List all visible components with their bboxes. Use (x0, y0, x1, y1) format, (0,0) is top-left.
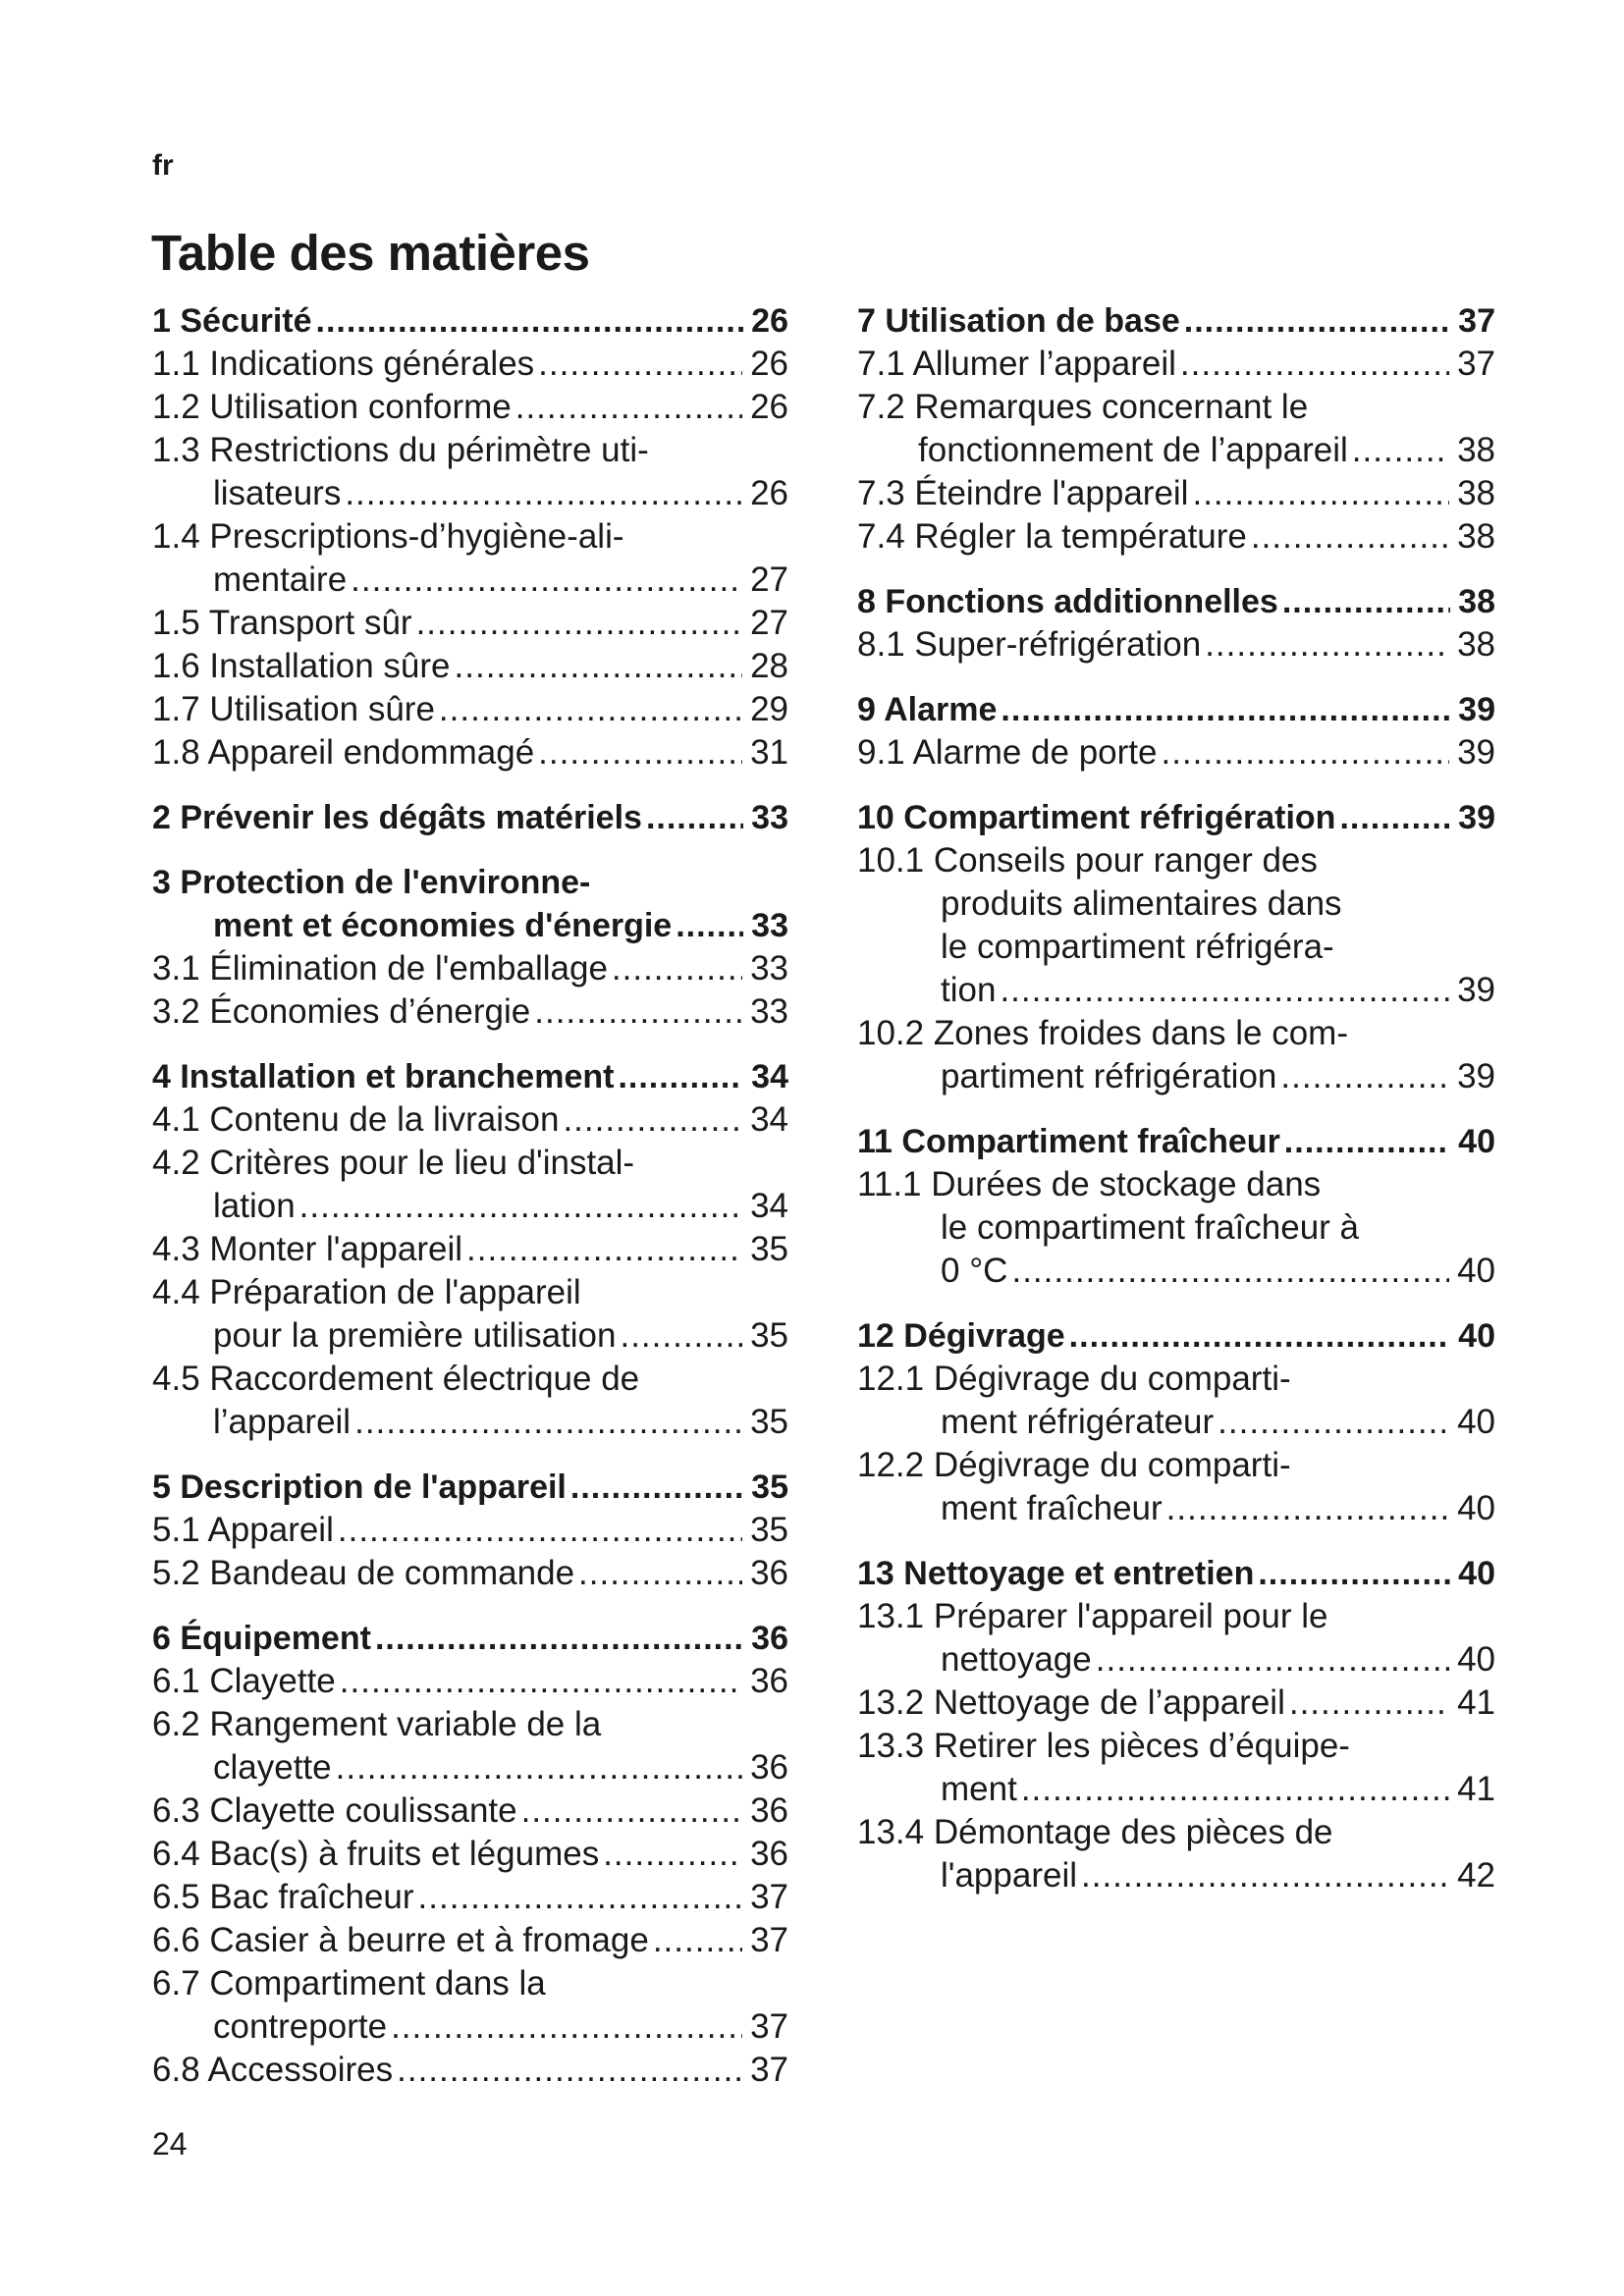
dot-leader (515, 386, 742, 429)
toc-section (152, 796, 788, 839)
toc-page-number: 42 (1457, 1856, 1495, 1895)
toc-entry-continuation[interactable] (152, 1746, 788, 1789)
toc-chapter-heading[interactable] (152, 861, 788, 904)
dot-leader (1258, 1552, 1450, 1595)
toc-page-number: 37 (750, 1878, 788, 1916)
toc-entry-text: 8 Fonctions additionnelles (857, 583, 1278, 620)
toc-entry-text: mentaire (213, 561, 348, 599)
dot-leader (1192, 472, 1449, 515)
toc-page-number: 34 (751, 1058, 788, 1095)
toc-entry-text: l’appareil (213, 1403, 352, 1441)
toc-column-left (152, 299, 788, 2113)
toc-entry-text: 6.8 Accessoires (152, 2051, 394, 2089)
toc-entry-continuation[interactable] (857, 1487, 1495, 1530)
dot-leader (316, 299, 744, 343)
toc-page-number: 26 (750, 474, 788, 512)
dot-leader (1096, 1638, 1449, 1682)
dot-leader (1184, 299, 1450, 343)
toc-page-number: 38 (1457, 431, 1495, 469)
toc-section (857, 1314, 1495, 1530)
toc-entry-text: 1 Sécurité (152, 302, 312, 340)
toc-subsection-entry[interactable] (857, 1163, 1495, 1206)
toc-page-number: 40 (1458, 1555, 1495, 1592)
toc-page-number: 29 (750, 690, 788, 728)
toc-subsection-entry[interactable] (857, 623, 1495, 667)
toc-chapter-heading[interactable] (857, 1120, 1495, 1163)
dot-leader (578, 1552, 742, 1595)
toc-subsection-entry[interactable] (857, 515, 1495, 559)
dot-leader (653, 1919, 742, 1962)
toc-entry-text: partiment réfrigération (941, 1057, 1277, 1095)
toc-subsection-entry[interactable] (152, 343, 788, 386)
toc-subsection-entry[interactable] (857, 386, 1495, 429)
toc-page-number: 26 (750, 388, 788, 426)
toc-entry-text: 0 °C (941, 1252, 1008, 1290)
toc-page-number: 40 (1457, 1489, 1495, 1527)
toc-entry-text: 3.2 Économies d’énergie (152, 992, 531, 1031)
toc-page-number: 35 (750, 1511, 788, 1549)
toc-entry-text: ment réfrigérateur (941, 1403, 1215, 1441)
dot-leader (1011, 1250, 1449, 1293)
toc-section (152, 861, 788, 1034)
toc-page-number: 40 (1457, 1252, 1495, 1290)
toc-entry-continuation[interactable] (857, 882, 1495, 926)
toc-entry-text: 11.1 Durées de stockage dans (857, 1165, 1322, 1203)
dot-leader (538, 343, 742, 386)
toc-entry-continuation[interactable] (857, 1638, 1495, 1682)
toc-section (152, 299, 788, 774)
page-title: Table des matières (151, 225, 590, 281)
toc-section (857, 299, 1495, 559)
toc-subsection-entry[interactable] (152, 602, 788, 645)
dot-leader (1339, 796, 1450, 839)
toc-chapter-heading[interactable] (857, 1552, 1495, 1595)
toc-subsection-entry[interactable] (152, 731, 788, 774)
toc-entry-text: 1.4 Prescriptions-d’hygiène-ali- (152, 517, 624, 556)
toc-chapter-heading[interactable] (857, 580, 1495, 623)
toc-chapter-heading[interactable] (152, 796, 788, 839)
toc-subsection-entry[interactable] (152, 688, 788, 731)
toc-entry-text: 1.2 Utilisation conforme (152, 388, 512, 426)
toc-entry-text: l'appareil (941, 1856, 1077, 1895)
toc-entry-continuation[interactable] (857, 1055, 1495, 1098)
dot-leader (340, 1660, 742, 1703)
dot-leader (618, 1055, 743, 1098)
toc-entry-text: 6.2 Rangement variable de la (152, 1705, 602, 1743)
toc-subsection-entry[interactable] (152, 1552, 788, 1595)
dot-leader (1000, 969, 1449, 1012)
toc-entry-text: 6.5 Bac fraîcheur (152, 1878, 414, 1916)
toc-entry-continuation[interactable] (857, 1768, 1495, 1811)
toc-entry-text: 7.2 Remarques concernant le (857, 388, 1309, 426)
toc-page-number: 35 (750, 1230, 788, 1268)
dot-leader (418, 1876, 743, 1919)
dot-leader (1161, 731, 1449, 774)
toc-chapter-heading[interactable] (152, 1466, 788, 1509)
toc-entry-text: pour la première utilisation (213, 1316, 617, 1355)
dot-leader (570, 1466, 743, 1509)
toc-page-number: 33 (750, 992, 788, 1031)
toc-entry-text: 6 Équipement (152, 1620, 371, 1657)
toc-page-number: 35 (751, 1468, 788, 1506)
toc-entry-text: 4.5 Raccordement électrique de (152, 1360, 640, 1398)
toc-entry-continuation[interactable] (152, 2005, 788, 2049)
toc-page-number: 36 (750, 1835, 788, 1873)
toc-page-number: 41 (1457, 1770, 1495, 1808)
toc-page-number: 36 (750, 1662, 788, 1700)
toc-entry-text: 3.1 Élimination de l'emballage (152, 949, 608, 988)
toc-page-number: 40 (1457, 1640, 1495, 1679)
dot-leader (1289, 1682, 1449, 1725)
toc-chapter-heading[interactable] (857, 688, 1495, 731)
toc-entry-text: 1.1 Indications générales (152, 345, 535, 383)
toc-entry-text: 10.2 Zones froides dans le com- (857, 1014, 1348, 1052)
toc-subsection-entry[interactable] (152, 1098, 788, 1142)
toc-entry-text: 13.4 Démontage des pièces de (857, 1813, 1333, 1851)
dot-leader (391, 2005, 742, 2049)
toc-entry-text: 1.8 Appareil endommagé (152, 733, 535, 772)
toc-subsection-entry[interactable] (857, 343, 1495, 386)
dot-leader (1081, 1854, 1449, 1897)
toc-entry-text: 1.5 Transport sûr (152, 604, 412, 642)
toc-page-number: 38 (1457, 474, 1495, 512)
toc-entry-continuation[interactable] (857, 1206, 1495, 1250)
dot-leader (521, 1789, 742, 1833)
toc-page-number: 36 (750, 1554, 788, 1592)
toc-page-number: 33 (750, 949, 788, 988)
dot-leader (1021, 1768, 1449, 1811)
toc-subsection-entry[interactable] (857, 839, 1495, 882)
toc-subsection-entry[interactable] (152, 1142, 788, 1185)
dot-leader (1282, 580, 1450, 623)
toc-page-number: 39 (1457, 1057, 1495, 1095)
toc-subsection-entry[interactable] (857, 1725, 1495, 1768)
toc-entry-text: 8.1 Super-réfrigération (857, 625, 1202, 664)
toc-entry-text: 13.3 Retirer les pièces d’équipe- (857, 1727, 1350, 1765)
toc-page-number: 35 (750, 1316, 788, 1355)
dot-leader (1284, 1120, 1450, 1163)
toc-entry-text: 13 Nettoyage et entretien (857, 1555, 1255, 1592)
toc-section (857, 796, 1495, 1098)
toc-chapter-heading-cont[interactable] (152, 904, 788, 947)
toc-section (857, 580, 1495, 667)
toc-page-number: 37 (1458, 302, 1495, 340)
toc-entry-text: 11 Compartiment fraîcheur (857, 1123, 1280, 1160)
toc-page-number: 40 (1458, 1317, 1495, 1355)
toc-page-number: 39 (1458, 691, 1495, 728)
toc-entry-text: ment (941, 1770, 1017, 1808)
dot-leader (336, 1746, 742, 1789)
dot-leader (345, 472, 742, 515)
toc-entry-text: 10.1 Conseils pour ranger des (857, 841, 1318, 880)
toc-entry-text: 13.2 Nettoyage de l’appareil (857, 1683, 1285, 1722)
toc-page-number: 36 (750, 1791, 788, 1830)
toc-page-number: 34 (750, 1187, 788, 1225)
toc-page-number: 35 (750, 1403, 788, 1441)
dot-leader (612, 947, 742, 990)
toc-section (152, 1617, 788, 2092)
toc-subsection-entry[interactable] (857, 1682, 1495, 1725)
toc-entry-continuation[interactable] (857, 969, 1495, 1012)
toc-page-number: 37 (1457, 345, 1495, 383)
dot-leader (1205, 623, 1449, 667)
dot-leader (1001, 688, 1450, 731)
toc-subsection-entry[interactable] (857, 731, 1495, 774)
toc-entry-text: nettoyage (941, 1640, 1092, 1679)
toc-entry-text: 1.7 Utilisation sûre (152, 690, 435, 728)
toc-page-number: 36 (751, 1620, 788, 1657)
toc-page-number: 40 (1458, 1123, 1495, 1160)
toc-chapter-heading[interactable] (152, 1617, 788, 1660)
toc-entry-continuation[interactable] (857, 926, 1495, 969)
toc-subsection-entry[interactable] (152, 947, 788, 990)
dot-leader (603, 1833, 742, 1876)
toc-entry-text: 4.2 Critères pour le lieu d'instal- (152, 1144, 635, 1182)
toc-entry-text: 10 Compartiment réfrigération (857, 799, 1336, 836)
toc-section (152, 1466, 788, 1595)
toc-chapter-heading[interactable] (857, 796, 1495, 839)
toc-entry-text: tion (941, 971, 997, 1009)
toc-subsection-entry[interactable] (152, 386, 788, 429)
toc-subsection-entry[interactable] (152, 1358, 788, 1401)
toc-section (152, 1055, 788, 1444)
toc-entry-text: 6.6 Casier à beurre et à fromage (152, 1921, 649, 1959)
toc-entry-text: 1.6 Installation sûre (152, 647, 451, 685)
toc-page-number: 37 (750, 1921, 788, 1959)
toc-page-number: 26 (751, 302, 788, 340)
toc-entry-text: 9.1 Alarme de porte (857, 733, 1158, 772)
toc-subsection-entry[interactable] (857, 1358, 1495, 1401)
dot-leader (1218, 1401, 1449, 1444)
toc-column-right (857, 299, 1495, 1919)
dot-leader (1251, 515, 1449, 559)
toc-page-number: 31 (750, 733, 788, 772)
toc-entry-text: le compartiment réfrigéra- (941, 928, 1334, 966)
page-number: 24 (152, 2126, 188, 2162)
toc-entry-continuation[interactable] (857, 429, 1495, 472)
toc-subsection-entry[interactable] (857, 472, 1495, 515)
toc-entry-text: clayette (213, 1748, 332, 1787)
toc-subsection-entry[interactable] (857, 1012, 1495, 1055)
toc-entry-text: 9 Alarme (857, 691, 998, 728)
toc-entry-text: ment fraîcheur (941, 1489, 1163, 1527)
toc-entry-text: 4.3 Monter l'appareil (152, 1230, 463, 1268)
toc-chapter-heading[interactable] (857, 1314, 1495, 1358)
toc-page-number: 33 (751, 799, 788, 836)
dot-leader (534, 990, 742, 1034)
dot-leader (676, 904, 743, 947)
toc-chapter-heading[interactable] (152, 1055, 788, 1098)
toc-page-number: 40 (1457, 1403, 1495, 1441)
toc-entry-text: ment et économies d'énergie (213, 907, 673, 944)
dot-leader (646, 796, 743, 839)
toc-page-number: 38 (1457, 625, 1495, 664)
dot-leader (1069, 1314, 1451, 1358)
toc-entry-text: 3 Protection de l'environne- (152, 864, 591, 901)
toc-entry-continuation[interactable] (152, 472, 788, 515)
toc-entry-text: 2 Prévenir les dégâts matériels (152, 799, 642, 836)
toc-subsection-entry[interactable] (152, 1271, 788, 1314)
toc-page-number: 38 (1457, 517, 1495, 556)
toc-entry-text: 6.4 Bac(s) à fruits et légumes (152, 1835, 600, 1873)
toc-entry-text: 12.2 Dégivrage du comparti- (857, 1446, 1291, 1484)
toc-entry-continuation[interactable] (857, 1854, 1495, 1897)
dot-leader (466, 1228, 742, 1271)
toc-page-number: 34 (750, 1100, 788, 1139)
toc-subsection-entry[interactable] (152, 429, 788, 472)
toc-entry-text: 1.3 Restrictions du périmètre uti- (152, 431, 649, 469)
toc-entry-text: le compartiment fraîcheur à (941, 1208, 1360, 1247)
toc-subsection-entry[interactable] (152, 515, 788, 559)
toc-subsection-entry[interactable] (152, 1789, 788, 1833)
toc-page-number: 33 (751, 907, 788, 944)
toc-page-number: 39 (1458, 799, 1495, 836)
dot-leader (439, 688, 742, 731)
toc-subsection-entry[interactable] (152, 1228, 788, 1271)
dot-leader (1180, 343, 1449, 386)
toc-subsection-entry[interactable] (857, 1595, 1495, 1638)
toc-entry-text: 6.1 Clayette (152, 1662, 336, 1700)
toc-entry-continuation[interactable] (152, 1314, 788, 1358)
toc-page-number: 37 (750, 2007, 788, 2046)
toc-entry-text: contreporte (213, 2007, 388, 2046)
toc-entry-text: 5 Description de l'appareil (152, 1468, 567, 1506)
dot-leader (375, 1617, 743, 1660)
toc-entry-text: 12 Dégivrage (857, 1317, 1065, 1355)
toc-section (857, 1120, 1495, 1293)
toc-entry-text: 7.4 Régler la température (857, 517, 1247, 556)
toc-entry-text: produits alimentaires dans (941, 884, 1342, 923)
language-code: fr (152, 149, 174, 182)
toc-subsection-entry[interactable] (152, 1703, 788, 1746)
toc-subsection-entry[interactable] (152, 2049, 788, 2092)
toc-page-number: 38 (1458, 583, 1495, 620)
toc-subsection-entry[interactable] (152, 645, 788, 688)
toc-subsection-entry[interactable] (152, 1509, 788, 1552)
toc-page-number: 39 (1457, 971, 1495, 1009)
toc-entry-continuation[interactable] (152, 559, 788, 602)
dot-leader (563, 1098, 742, 1142)
dot-leader (416, 602, 742, 645)
toc-subsection-entry[interactable] (152, 1962, 788, 2005)
toc-chapter-heading[interactable] (152, 299, 788, 343)
toc-page-number: 26 (750, 345, 788, 383)
dot-leader (620, 1314, 742, 1358)
toc-subsection-entry[interactable] (857, 1444, 1495, 1487)
toc-section (857, 1552, 1495, 1897)
dot-leader (1166, 1487, 1449, 1530)
toc-entry-text: lation (213, 1187, 296, 1225)
toc-page-number: 37 (750, 2051, 788, 2089)
toc-entry-text: 7.1 Allumer l’appareil (857, 345, 1176, 383)
dot-leader (397, 2049, 742, 2092)
toc-entry-text: 4.1 Contenu de la livraison (152, 1100, 560, 1139)
toc-subsection-entry[interactable] (152, 1660, 788, 1703)
toc-entry-text: 6.3 Clayette coulissante (152, 1791, 517, 1830)
toc-entry-text: 12.1 Dégivrage du comparti- (857, 1360, 1291, 1398)
toc-entry-continuation[interactable] (152, 1401, 788, 1444)
dot-leader (351, 559, 742, 602)
toc-page-number: 27 (750, 561, 788, 599)
toc-entry-text: 13.1 Préparer l'appareil pour le (857, 1597, 1328, 1635)
dot-leader (1352, 429, 1449, 472)
toc-entry-text: 6.7 Compartiment dans la (152, 1964, 546, 2002)
toc-entry-text: 7 Utilisation de base (857, 302, 1180, 340)
toc-page-number: 28 (750, 647, 788, 685)
toc-subsection-entry[interactable] (152, 1833, 788, 1876)
toc-subsection-entry[interactable] (152, 1876, 788, 1919)
toc-page-number: 27 (750, 604, 788, 642)
toc-entry-text: 5.1 Appareil (152, 1511, 334, 1549)
toc-page-number: 39 (1457, 733, 1495, 772)
dot-leader (354, 1401, 742, 1444)
toc-entry-continuation[interactable] (857, 1401, 1495, 1444)
toc-entry-continuation[interactable] (152, 1185, 788, 1228)
toc-entry-text: 5.2 Bandeau de commande (152, 1554, 575, 1592)
dot-leader (1280, 1055, 1449, 1098)
toc-subsection-entry[interactable] (857, 1811, 1495, 1854)
toc-entry-text: 4.4 Préparation de l'appareil (152, 1273, 581, 1311)
dot-leader (338, 1509, 742, 1552)
dot-leader (299, 1185, 742, 1228)
toc-page-number: 41 (1457, 1683, 1495, 1722)
dot-leader (455, 645, 743, 688)
toc-chapter-heading[interactable] (857, 299, 1495, 343)
toc-entry-text: 7.3 Éteindre l'appareil (857, 474, 1189, 512)
toc-entry-text: fonctionnement de l’appareil (918, 431, 1348, 469)
toc-entry-continuation[interactable] (857, 1250, 1495, 1293)
toc-page-number: 36 (750, 1748, 788, 1787)
toc-entry-text: 4 Installation et branchement (152, 1058, 615, 1095)
dot-leader (538, 731, 742, 774)
toc-subsection-entry[interactable] (152, 1919, 788, 1962)
toc-entry-text: lisateurs (213, 474, 342, 512)
toc-subsection-entry[interactable] (152, 990, 788, 1034)
toc-section (857, 688, 1495, 774)
